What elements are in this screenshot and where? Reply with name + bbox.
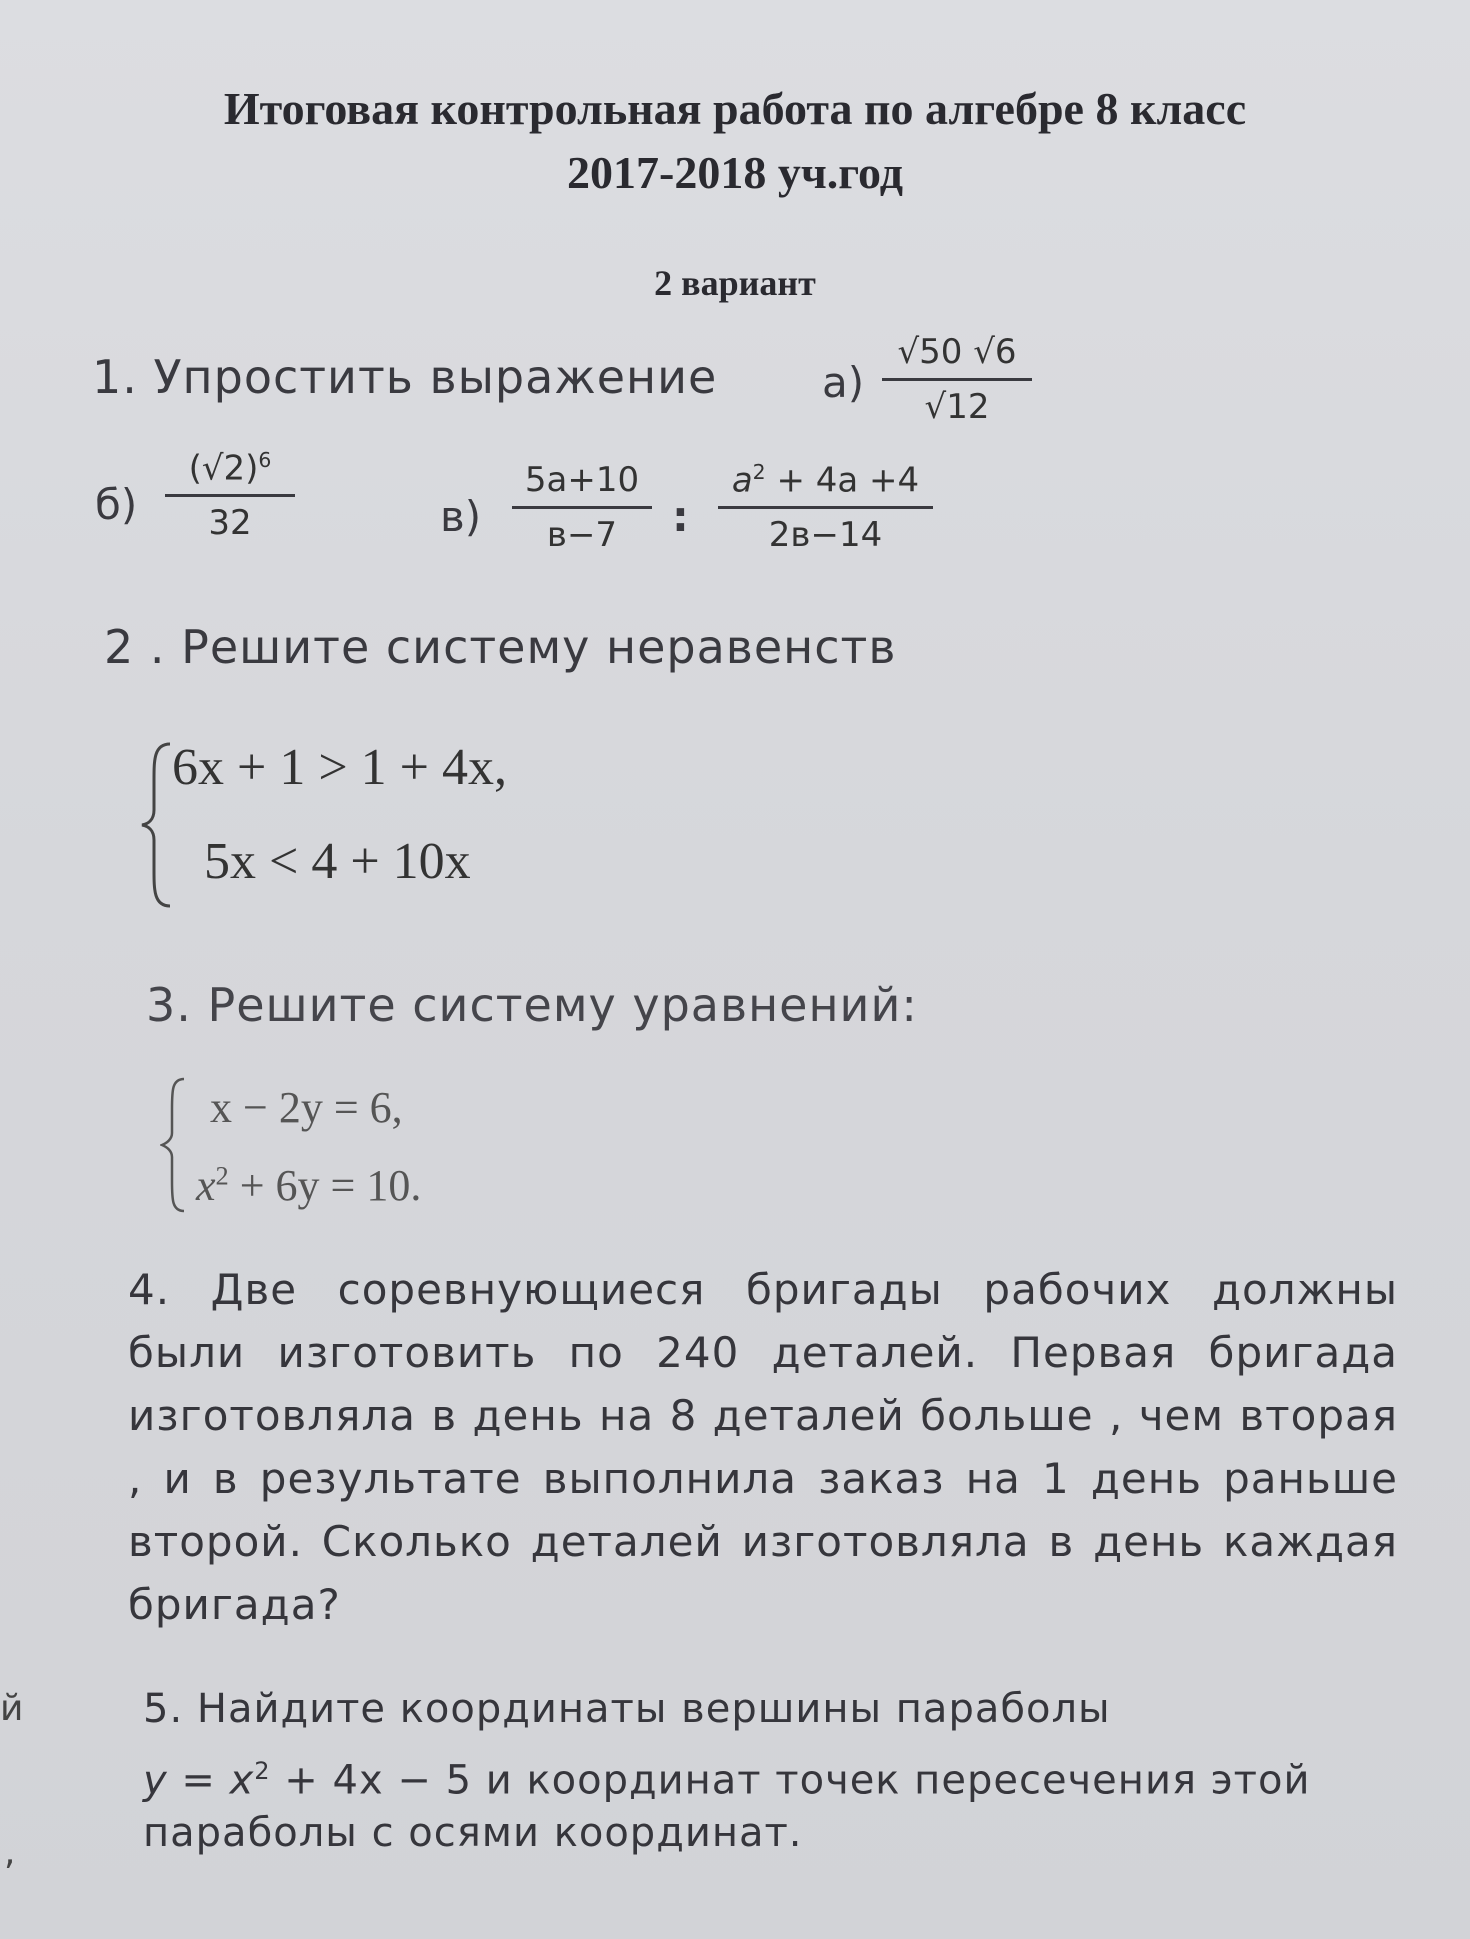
- task1-v-denominator1: в−7: [546, 515, 618, 555]
- task2-inequality2: 5x < 4 + 10x: [204, 833, 471, 890]
- task5-eq-rest: + 4x − 5 и координат точек пересечения этой: [270, 1757, 1311, 1804]
- task3-equation1: x − 2y = 6,: [210, 1083, 403, 1132]
- task5-line1: 5. Найдите координаты вершины параболы: [143, 1686, 1111, 1732]
- task1-b-fraction: [165, 448, 295, 543]
- task1-b-base: (√2): [188, 448, 259, 489]
- task2-inequality1: 6x + 1 > 1 + 4x,: [172, 739, 507, 796]
- task3-base: x: [196, 1161, 216, 1210]
- task1-a-fraction: [882, 332, 1032, 427]
- task1-v-fraction2: [718, 460, 933, 555]
- task1-a-denominator: √12: [924, 387, 990, 427]
- task1-v-numerator2: [732, 460, 919, 500]
- task4-word-problem: 4. Две соревнующиеся бригады рабочих должны были изготовить по 240 деталей. Первая бригада изготовляла в день на 8 деталей больше , чем вторая , и в результате выполнила заказ на 1 день раньше второй. Сколько деталей изготовляла в день каждая бригада?: [128, 1265, 1398, 1629]
- task1-v-base: a: [731, 460, 753, 501]
- task1-b-numerator: [189, 448, 272, 488]
- task3-rest: + 6y = 10.: [228, 1161, 422, 1210]
- division-sign: :: [672, 492, 689, 541]
- fraction-bar: [512, 506, 652, 509]
- task3-exponent: 2: [215, 1160, 229, 1191]
- system-brace: [160, 1075, 190, 1215]
- task1-v-label: в): [440, 492, 482, 541]
- task1-a-numerator: √50 √6: [897, 332, 1017, 372]
- task5-eq-start: y = x: [143, 1757, 255, 1804]
- edge-mark-comma: ,: [4, 1832, 16, 1873]
- task5-line3: параболы с осями координат.: [143, 1810, 803, 1856]
- edge-mark-letter: й: [0, 1688, 24, 1729]
- task2-heading: 2 . Решите систему неравенств: [104, 620, 897, 674]
- task5-line2: [143, 1740, 1413, 1811]
- task3-heading: 3. Решите систему уравнений:: [146, 978, 918, 1032]
- task1-b-exponent: 6: [258, 448, 272, 472]
- exam-title: Итоговая контрольная работа по алгебре 8 класс: [223, 83, 1247, 134]
- task1-b-label: б): [95, 480, 138, 529]
- task1-v-numerator1: 5a+10: [524, 460, 640, 500]
- task1-heading: 1. Упростить выражение: [92, 350, 718, 404]
- task3-equation2: [196, 1160, 421, 1211]
- fraction-bar: [165, 494, 295, 497]
- fraction-bar: [718, 506, 933, 509]
- task1-v-fraction1: [512, 460, 652, 555]
- task5-exponent: 2: [254, 1757, 271, 1785]
- task1-v-denominator2: 2в−14: [768, 515, 883, 556]
- school-year: 2017-2018 уч.год: [567, 147, 903, 198]
- fraction-bar: [882, 378, 1032, 381]
- task1-a-label: а): [822, 358, 865, 407]
- variant-label: 2 вариант: [654, 263, 816, 303]
- task1-b-denominator: 32: [208, 503, 252, 544]
- task1-v-exponent: 2: [752, 460, 766, 484]
- task1-v-rest: + 4a +4: [776, 460, 920, 501]
